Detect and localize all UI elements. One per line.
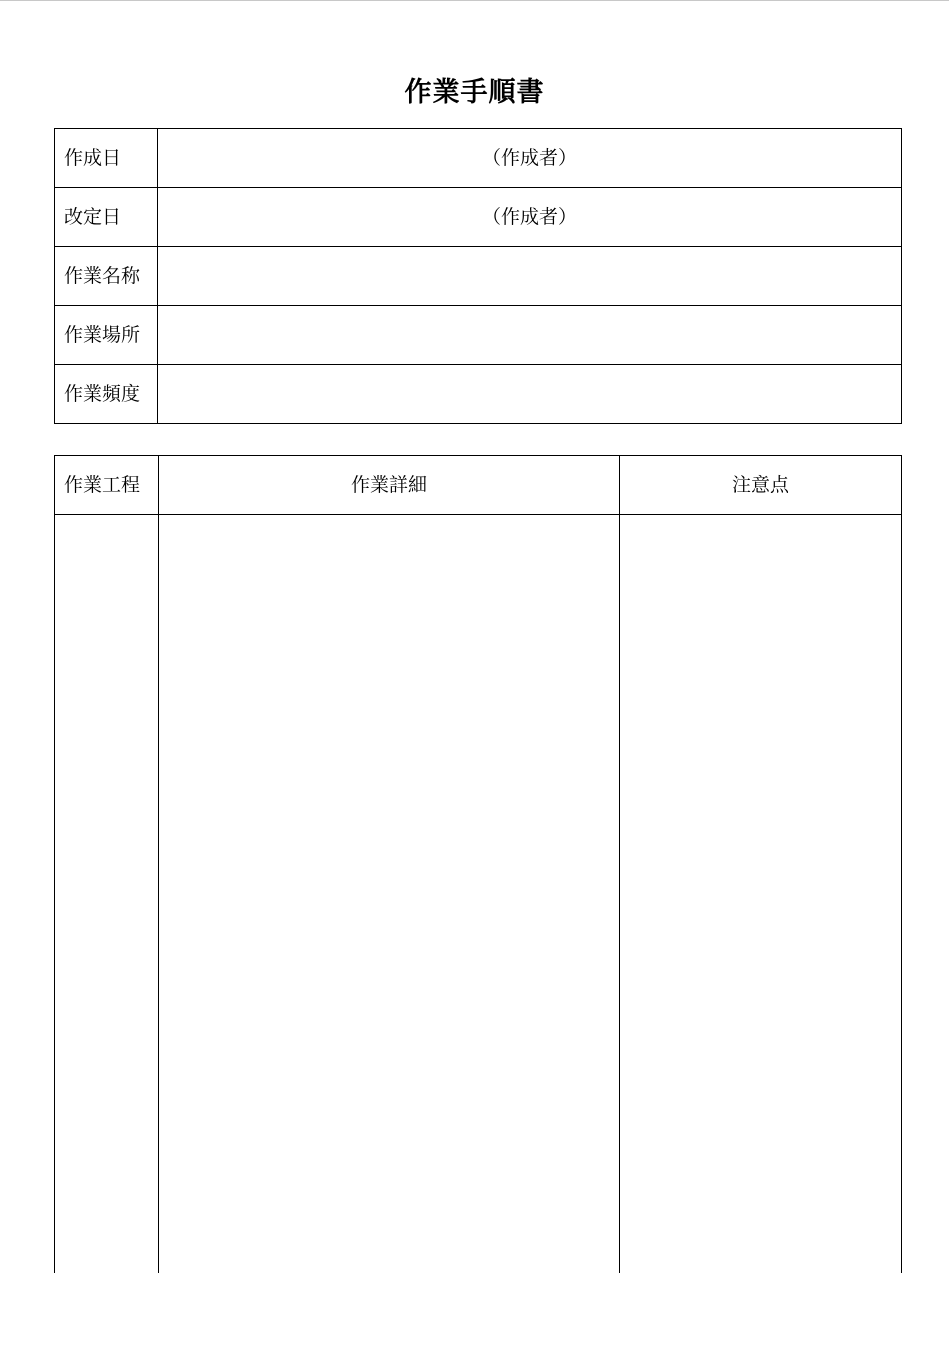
- info-row-work-place: [55, 306, 902, 365]
- label-revised-date: 改定日: [55, 188, 158, 247]
- cell-work-detail[interactable]: [159, 515, 620, 1274]
- value-work-frequency[interactable]: [158, 365, 902, 424]
- cell-caution-points[interactable]: [620, 515, 902, 1274]
- label-work-name: 作業名称: [55, 247, 158, 306]
- info-row-created: [55, 129, 902, 188]
- procedure-table: [54, 455, 902, 1273]
- header-caution-points: 注意点: [620, 456, 902, 515]
- procedure-header-row: [55, 456, 902, 515]
- label-created-date: 作成日: [55, 129, 158, 188]
- header-work-step: 作業工程: [55, 456, 159, 515]
- label-work-place: 作業場所: [55, 306, 158, 365]
- header-work-detail: 作業詳細: [159, 456, 620, 515]
- value-created-author[interactable]: （作成者）: [158, 129, 902, 188]
- info-row-work-frequency: [55, 365, 902, 424]
- label-work-frequency: 作業頻度: [55, 365, 158, 424]
- procedure-body-row: [55, 515, 902, 1274]
- value-work-name[interactable]: [158, 247, 902, 306]
- top-border-line: [0, 0, 949, 1]
- value-revised-author[interactable]: （作成者）: [158, 188, 902, 247]
- value-work-place[interactable]: [158, 306, 902, 365]
- info-table: [54, 128, 902, 424]
- document-title: 作業手順書: [404, 77, 545, 108]
- info-row-work-name: [55, 247, 902, 306]
- info-row-revised: [55, 188, 902, 247]
- cell-work-step[interactable]: [55, 515, 159, 1274]
